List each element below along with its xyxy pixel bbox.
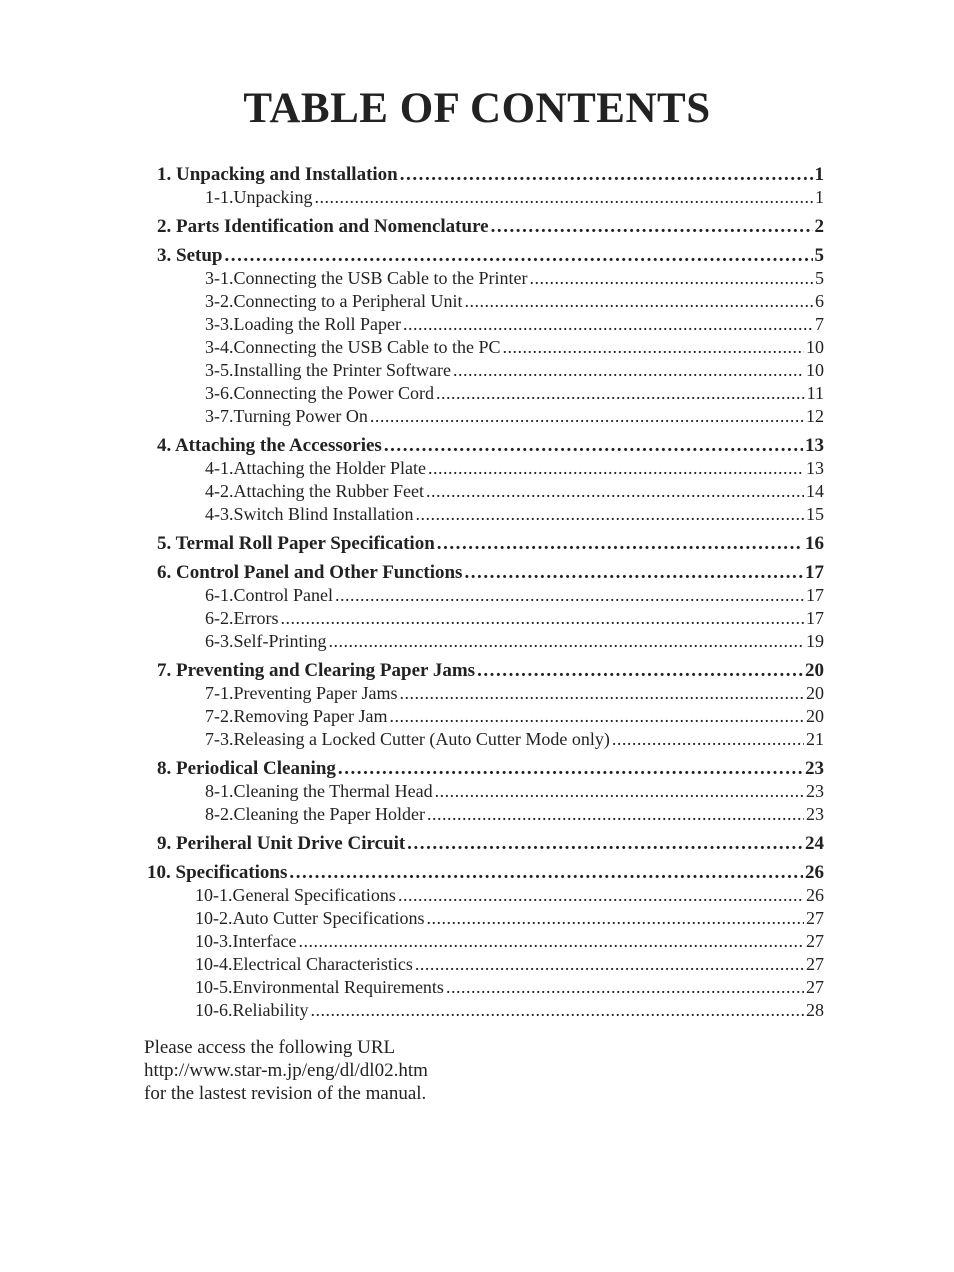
leader-dots (426, 908, 804, 929)
toc-item-label: 7-2.Removing Paper Jam (205, 706, 388, 726)
leader-dots (502, 337, 804, 358)
toc-section[interactable] (157, 533, 824, 556)
toc-item-label: 8-2.Cleaning the Paper Holder (205, 804, 425, 824)
toc-page-number: 20 (806, 706, 824, 726)
toc-page-number: 24 (805, 833, 824, 854)
leader-dots (446, 977, 804, 998)
toc-item[interactable] (195, 931, 824, 954)
toc-item-label: 3-5.Installing the Printer Software (205, 360, 451, 380)
toc-section[interactable] (157, 245, 824, 268)
toc-page-number: 20 (806, 683, 824, 703)
toc-page-number: 13 (806, 458, 824, 478)
leader-dots (416, 504, 805, 525)
toc-section[interactable] (157, 164, 824, 187)
toc-page-number: 27 (806, 977, 824, 997)
toc-item[interactable] (205, 631, 824, 654)
toc-section[interactable] (157, 562, 824, 585)
toc-item-label: 4-1.Attaching the Holder Plate (205, 458, 426, 478)
toc-page-number: 2 (814, 216, 824, 237)
leader-dots (403, 314, 813, 335)
leader-dots (224, 245, 812, 267)
toc-section-label: 2. Parts Identification and Nomenclature (157, 216, 489, 237)
toc-section-label: 4. Attaching the Accessories (157, 435, 382, 456)
leader-dots (329, 631, 805, 652)
toc-item[interactable] (205, 706, 824, 729)
toc-page-number: 16 (805, 533, 824, 554)
leader-dots (477, 660, 803, 682)
toc-section-label: 5. Termal Roll Paper Specification (157, 533, 435, 554)
toc-item-label: 4-2.Attaching the Rubber Feet (205, 481, 424, 501)
toc-page-number: 19 (806, 631, 824, 651)
leader-dots (529, 268, 813, 289)
toc-section-label: 6. Control Panel and Other Functions (157, 562, 463, 583)
toc-item-label: 10-2.Auto Cutter Specifications (195, 908, 425, 928)
leader-dots (437, 533, 803, 555)
toc-section[interactable] (157, 758, 824, 781)
toc-item[interactable] (205, 383, 824, 406)
toc-page-number: 27 (806, 954, 824, 974)
leader-dots (314, 187, 813, 208)
revision-note-line: Please access the following URL (144, 1037, 396, 1058)
toc-item[interactable] (205, 360, 824, 383)
toc-item-label: 3-3.Loading the Roll Paper (205, 314, 401, 334)
toc-section[interactable] (157, 833, 824, 856)
toc-item[interactable] (205, 314, 824, 337)
toc-item-label: 3-7.Turning Power On (205, 406, 368, 426)
toc-page-number: 15 (806, 504, 824, 524)
toc-item-label: 6-1.Control Panel (205, 585, 333, 605)
leader-dots (464, 562, 803, 584)
toc-section-label: 9. Periheral Unit Drive Circuit (157, 833, 406, 854)
toc-section-label: 3. Setup (157, 245, 223, 266)
toc-section[interactable] (147, 862, 824, 885)
toc-item-label: 6-3.Self-Printing (205, 631, 327, 651)
toc-item-label: 1-1.Unpacking (205, 187, 313, 207)
toc-section[interactable] (157, 216, 824, 239)
revision-note (144, 1036, 428, 1105)
table-of-contents (0, 158, 954, 1023)
toc-page-number: 23 (806, 781, 824, 801)
toc-page-number: 7 (815, 314, 824, 334)
toc-item-label: 10-6.Reliability (195, 1000, 309, 1020)
toc-item-label: 10-4.Electrical Characteristics (195, 954, 413, 974)
leader-dots (389, 706, 804, 727)
toc-page-number: 10 (806, 360, 824, 380)
toc-item[interactable] (205, 781, 824, 804)
toc-item[interactable] (205, 406, 824, 429)
page-title: TABLE OF CONTENTS (243, 85, 711, 132)
toc-item[interactable] (205, 187, 824, 210)
leader-dots (426, 481, 804, 502)
toc-page-number: 27 (806, 931, 824, 951)
leader-dots (399, 683, 804, 704)
toc-item-label: 8-1.Cleaning the Thermal Head (205, 781, 433, 801)
toc-page-number: 14 (806, 481, 824, 501)
toc-section-label: 10. Specifications (147, 862, 288, 883)
toc-item-label: 10-5.Environmental Requirements (195, 977, 444, 997)
leader-dots (407, 833, 803, 855)
toc-page-number: 21 (806, 729, 824, 749)
leader-dots (453, 360, 804, 381)
toc-page-number: 27 (806, 908, 824, 928)
leader-dots (398, 885, 804, 906)
manual-url-link[interactable]: http://www.star-m.jp/eng/dl/dl02.htm (144, 1060, 428, 1081)
toc-page-number: 23 (806, 804, 824, 824)
toc-page-number: 5 (815, 268, 824, 288)
toc-item[interactable] (205, 337, 824, 360)
toc-item[interactable] (205, 804, 824, 827)
leader-dots (370, 406, 804, 427)
toc-item-label: 3-2.Connecting to a Peripheral Unit (205, 291, 463, 311)
toc-page-number: 5 (814, 245, 824, 266)
leader-dots (400, 164, 813, 186)
toc-item[interactable] (195, 977, 824, 1000)
toc-page-number: 17 (805, 562, 824, 583)
toc-section-label: 7. Preventing and Clearing Paper Jams (157, 660, 476, 681)
toc-item[interactable] (195, 954, 824, 977)
leader-dots (491, 216, 813, 238)
toc-item[interactable] (195, 908, 824, 931)
toc-item[interactable] (195, 1000, 824, 1023)
toc-item-label: 3-6.Connecting the Power Cord (205, 383, 434, 403)
toc-item[interactable] (205, 481, 824, 504)
toc-item[interactable] (205, 291, 824, 314)
toc-page-number: 20 (805, 660, 824, 681)
toc-item-label: 6-2.Errors (205, 608, 279, 628)
leader-dots (427, 804, 804, 825)
toc-item-label: 7-1.Preventing Paper Jams (205, 683, 398, 703)
toc-page-number: 1 (815, 187, 824, 207)
toc-item[interactable] (205, 585, 824, 608)
leader-dots (298, 931, 804, 952)
toc-item[interactable] (205, 504, 824, 527)
leader-dots (310, 1000, 804, 1021)
toc-page-number: 1 (814, 164, 824, 185)
leader-dots (464, 291, 813, 312)
toc-page-number: 12 (806, 406, 824, 426)
leader-dots (384, 435, 803, 457)
toc-page-number: 26 (805, 862, 824, 883)
toc-page-number: 17 (806, 608, 824, 628)
toc-item-label: 3-4.Connecting the USB Cable to the PC (205, 337, 501, 357)
leader-dots (280, 608, 804, 629)
leader-dots (436, 383, 805, 404)
toc-item-label: 3-1.Connecting the USB Cable to the Printer (205, 268, 528, 288)
toc-page-number: 11 (806, 383, 824, 403)
toc-page-number: 10 (806, 337, 824, 357)
toc-section[interactable] (157, 660, 824, 683)
leader-dots (415, 954, 804, 975)
leader-dots (435, 781, 804, 802)
toc-item-label: 10-1.General Specifications (195, 885, 396, 905)
toc-item-label: 4-3.Switch Blind Installation (205, 504, 414, 524)
toc-item[interactable] (205, 458, 824, 481)
revision-note-line: for the lastest revision of the manual. (144, 1083, 427, 1104)
toc-section[interactable] (157, 435, 824, 458)
toc-page-number: 26 (806, 885, 824, 905)
toc-page-number: 28 (806, 1000, 824, 1020)
toc-page-number: 13 (805, 435, 824, 456)
leader-dots (612, 729, 804, 750)
toc-item[interactable] (195, 885, 824, 908)
toc-item-label: 10-3.Interface (195, 931, 297, 951)
toc-item-label: 7-3.Releasing a Locked Cutter (Auto Cutter Mode only) (205, 729, 610, 749)
toc-section-label: 1. Unpacking and Installation (157, 164, 398, 185)
toc-page-number: 17 (806, 585, 824, 605)
leader-dots (428, 458, 804, 479)
toc-page-number: 6 (815, 291, 824, 311)
toc-page-number: 23 (805, 758, 824, 779)
toc-item[interactable] (205, 729, 824, 752)
toc-item[interactable] (205, 683, 824, 706)
leader-dots (335, 585, 804, 606)
leader-dots (338, 758, 803, 780)
leader-dots (289, 862, 803, 884)
toc-item[interactable] (205, 268, 824, 291)
toc-section-label: 8. Periodical Cleaning (157, 758, 336, 779)
toc-item[interactable] (205, 608, 824, 631)
